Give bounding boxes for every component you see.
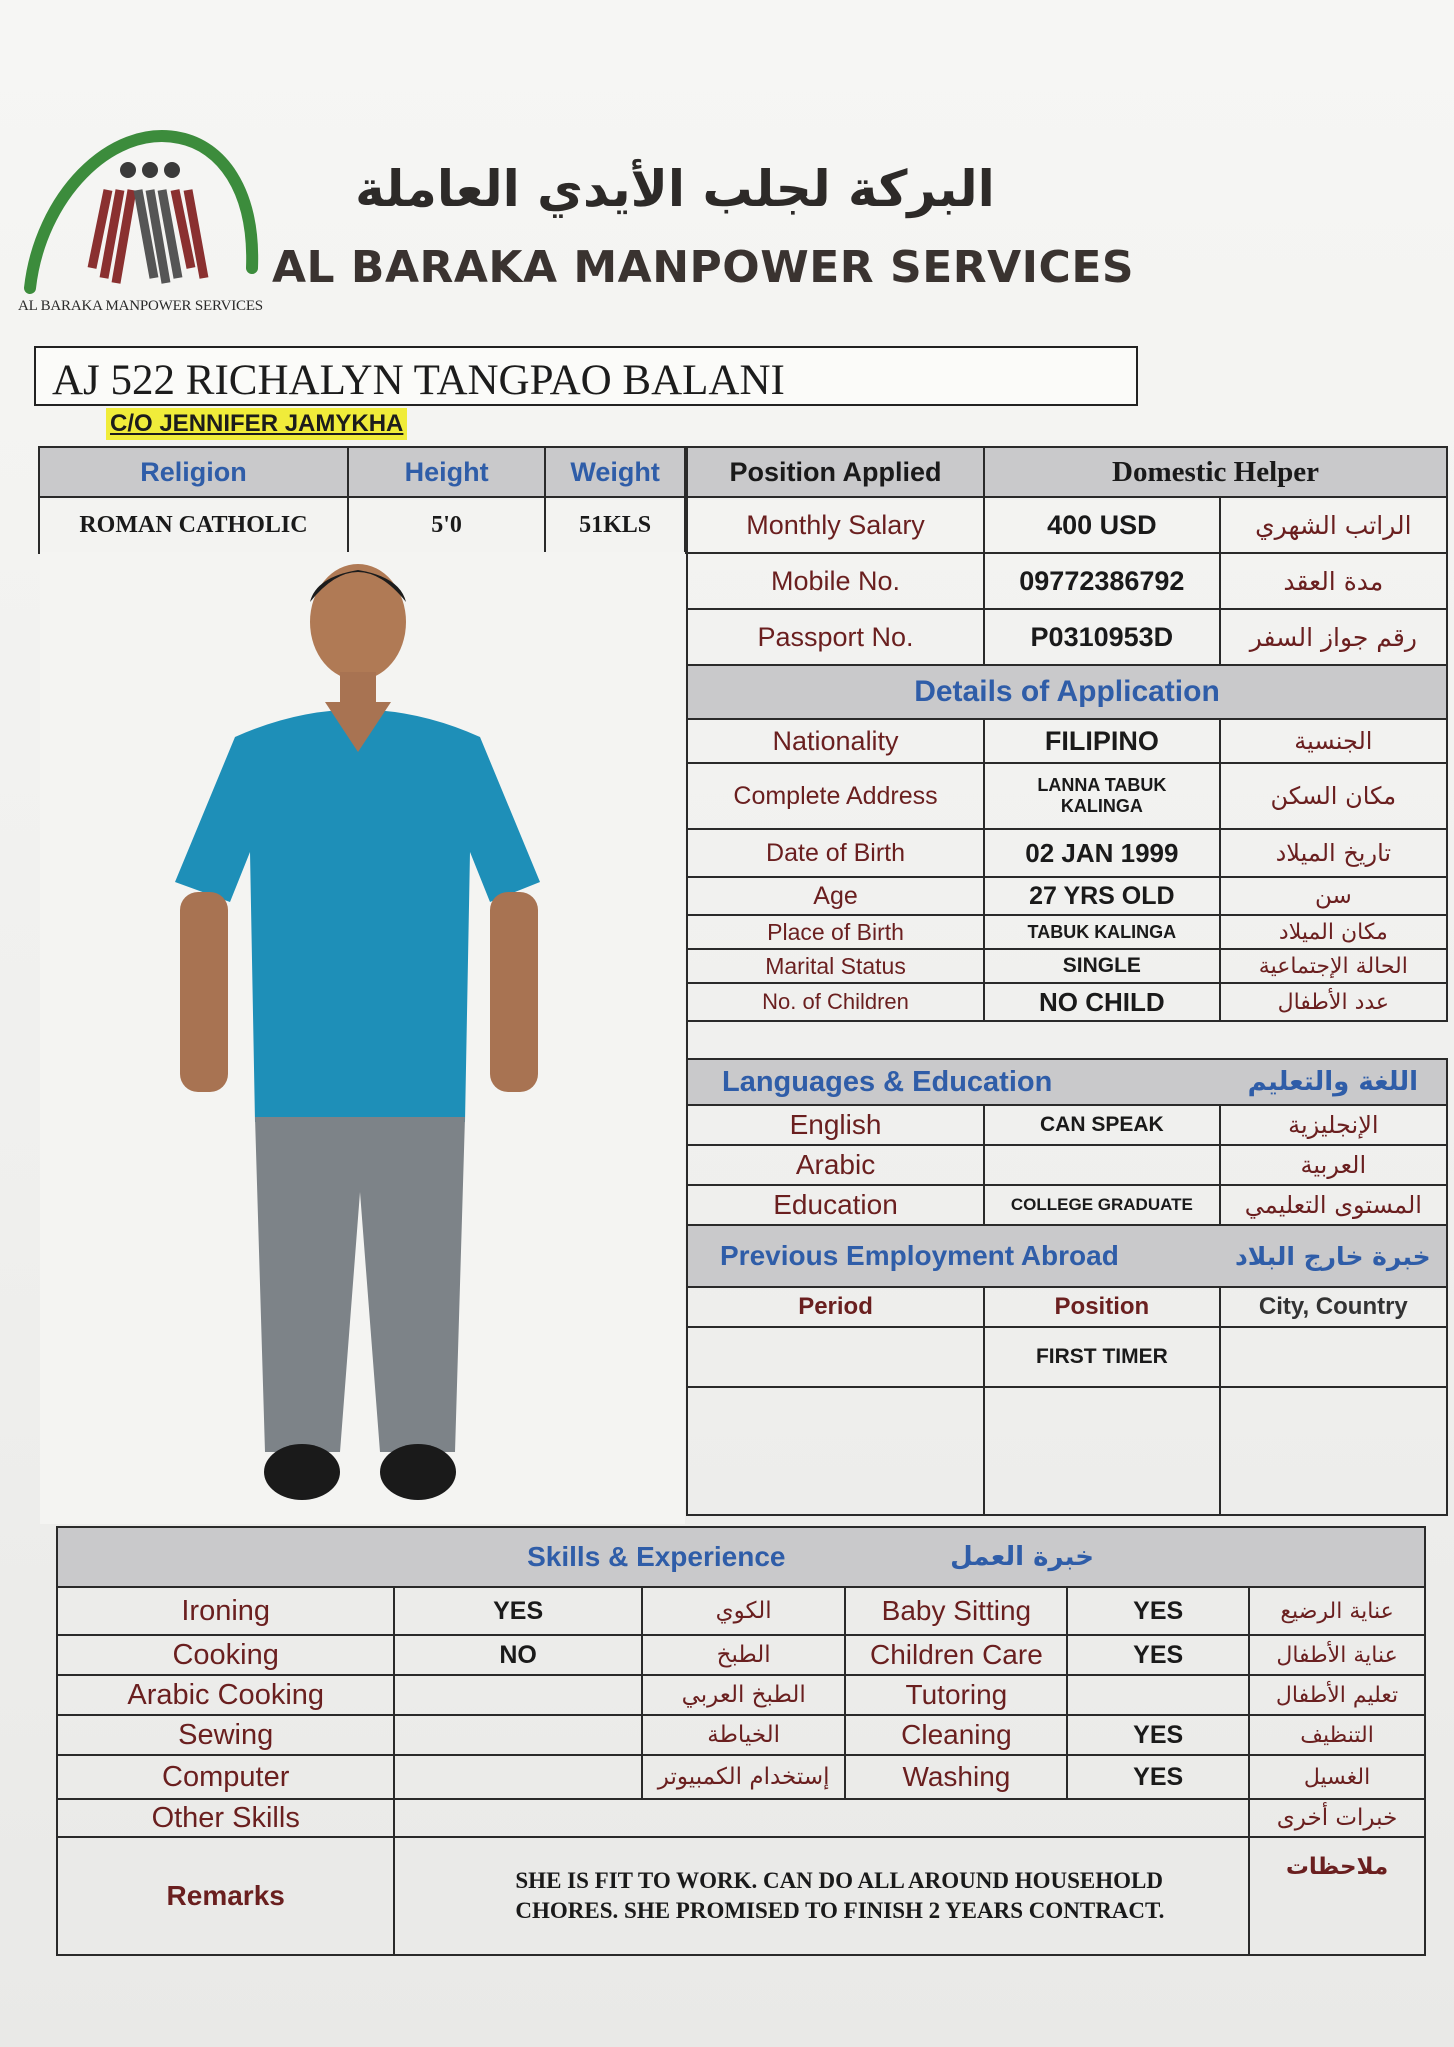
basic-info-table (38, 446, 686, 554)
skill-cooking-arabic: الطبخ (642, 1635, 846, 1675)
position-applied-header: Position Applied (687, 447, 984, 497)
empty-period-cell (687, 1387, 984, 1515)
arabic-label: Arabic (687, 1145, 984, 1185)
skill-babysitting-value: YES (1067, 1587, 1249, 1635)
company-name-english: AL BARAKA MANPOWER SERVICES (272, 242, 1135, 293)
marital-label: Marital Status (687, 949, 984, 983)
skill-computer-label: Computer (57, 1755, 394, 1799)
logo-caption: AL BARAKA MANPOWER SERVICES (18, 298, 263, 314)
dob-arabic: تاريخ الميلاد (1220, 829, 1447, 877)
applicant-photo (40, 552, 685, 1524)
skill-cleaning-arabic: التنظيف (1249, 1715, 1425, 1755)
other-skills-value (394, 1799, 1249, 1837)
company-name-arabic: البركة لجلب الأيدي العاملة (355, 160, 995, 218)
mobile-arabic: مدة العقد (1220, 553, 1447, 609)
skill-childcare-arabic: عناية الأطفال (1249, 1635, 1425, 1675)
skill-cleaning-value: YES (1067, 1715, 1249, 1755)
children-value: NO CHILD (984, 983, 1220, 1021)
nationality-arabic: الجنسية (1220, 719, 1447, 763)
skill-tutoring-label: Tutoring (845, 1675, 1067, 1715)
skill-ironing-label: Ironing (57, 1587, 394, 1635)
skills-title: Skills & Experience (57, 1527, 845, 1587)
passport-value: P0310953D (984, 609, 1220, 665)
education-value: COLLEGE GRADUATE (984, 1185, 1220, 1225)
mobile-value: 09772386792 (984, 553, 1220, 609)
emp-position-cell: FIRST TIMER (984, 1327, 1220, 1387)
arabic-value (984, 1145, 1220, 1185)
languages-title-arabic: اللغة والتعليم (1220, 1059, 1447, 1105)
skill-ironing-arabic: الكوي (642, 1587, 846, 1635)
skills-table (56, 1526, 1426, 1956)
height-value: 5'0 (348, 497, 545, 553)
skill-computer-arabic: إستخدام الكمبيوتر (642, 1755, 846, 1799)
english-arabic: الإنجليزية (1220, 1105, 1447, 1145)
empty-city-cell (1220, 1387, 1447, 1515)
religion-header: Religion (39, 447, 348, 497)
skill-ironing-value: YES (394, 1587, 641, 1635)
pob-label: Place of Birth (687, 915, 984, 949)
skills-title-arabic: خبرة العمل (845, 1527, 1425, 1587)
english-value: CAN SPEAK (984, 1105, 1220, 1145)
skill-sewing-value (394, 1715, 641, 1755)
skill-sewing-arabic: الخياطة (642, 1715, 846, 1755)
employment-title: Previous Employment Abroad (687, 1225, 1220, 1287)
education-arabic: المستوى التعليمي (1220, 1185, 1447, 1225)
spacer-row (687, 1021, 1447, 1059)
position-applied-value: Domestic Helper (984, 447, 1447, 497)
weight-value: 51KLS (545, 497, 685, 553)
dob-value: 02 JAN 1999 (984, 829, 1220, 877)
religion-value: ROMAN CATHOLIC (39, 497, 348, 553)
skill-arabiccooking-label: Arabic Cooking (57, 1675, 394, 1715)
english-label: English (687, 1105, 984, 1145)
weight-header: Weight (545, 447, 685, 497)
arabic-arabic: العربية (1220, 1145, 1447, 1185)
pob-arabic: مكان الميلاد (1220, 915, 1447, 949)
children-label: No. of Children (687, 983, 984, 1021)
address-value: LANNA TABUK KALINGA (984, 763, 1220, 829)
skill-arabiccooking-value (394, 1675, 641, 1715)
children-arabic: عدد الأطفال (1220, 983, 1447, 1021)
skill-computer-value (394, 1755, 641, 1799)
age-label: Age (687, 877, 984, 915)
passport-arabic: رقم جواز السفر (1220, 609, 1447, 665)
age-value: 27 YRS OLD (984, 877, 1220, 915)
skill-cooking-label: Cooking (57, 1635, 394, 1675)
languages-title: Languages & Education (687, 1059, 1220, 1105)
monthly-salary-label: Monthly Salary (687, 497, 984, 553)
remarks-arabic: ملاحظات (1249, 1837, 1425, 1955)
nationality-value: FILIPINO (984, 719, 1220, 763)
marital-value: SINGLE (984, 949, 1220, 983)
address-arabic: مكان السكن (1220, 763, 1447, 829)
applicant-name-box (34, 346, 1138, 406)
monthly-salary-arabic: الراتب الشهري (1220, 497, 1447, 553)
skill-childcare-value: YES (1067, 1635, 1249, 1675)
details-title: Details of Application (687, 665, 1447, 719)
skill-cleaning-label: Cleaning (845, 1715, 1067, 1755)
period-header: Period (687, 1287, 984, 1327)
dob-label: Date of Birth (687, 829, 984, 877)
pob-value: TABUK KALINGA (984, 915, 1220, 949)
empty-position-cell (984, 1387, 1220, 1515)
applicant-name: AJ 522 RICHALYN TANGPAO BALANI (52, 357, 785, 404)
emp-position-header: Position (984, 1287, 1220, 1327)
other-skills-label: Other Skills (57, 1799, 394, 1837)
skill-washing-arabic: الغسيل (1249, 1755, 1425, 1799)
skill-babysitting-label: Baby Sitting (845, 1587, 1067, 1635)
skill-sewing-label: Sewing (57, 1715, 394, 1755)
period-cell (687, 1327, 984, 1387)
height-header: Height (348, 447, 545, 497)
remarks-label: Remarks (57, 1837, 394, 1955)
skill-washing-value: YES (1067, 1755, 1249, 1799)
remarks-text: SHE IS FIT TO WORK. CAN DO ALL AROUND HOUSEHOLD CHORES. SHE PROMISED TO FINISH 2 YEARS CONTRACT. (394, 1837, 1249, 1955)
city-country-cell (1220, 1327, 1447, 1387)
skill-tutoring-value (1067, 1675, 1249, 1715)
skill-babysitting-arabic: عناية الرضيع (1249, 1587, 1425, 1635)
other-skills-arabic: خبرات أخرى (1249, 1799, 1425, 1837)
mobile-label: Mobile No. (687, 553, 984, 609)
skill-childcare-label: Children Care (845, 1635, 1067, 1675)
person-figure (40, 552, 685, 1524)
city-country-header: City, Country (1220, 1287, 1447, 1327)
nationality-label: Nationality (687, 719, 984, 763)
skill-tutoring-arabic: تعليم الأطفال (1249, 1675, 1425, 1715)
age-arabic: سن (1220, 877, 1447, 915)
contract-table (686, 446, 1448, 1516)
care-of-label: C/O JENNIFER JAMYKHA (106, 408, 407, 440)
monthly-salary-value: 400 USD (984, 497, 1220, 553)
passport-label: Passport No. (687, 609, 984, 665)
skill-washing-label: Washing (845, 1755, 1067, 1799)
skill-cooking-value: NO (394, 1635, 641, 1675)
education-label: Education (687, 1185, 984, 1225)
address-label: Complete Address (687, 763, 984, 829)
skill-arabiccooking-arabic: الطبخ العربي (642, 1675, 846, 1715)
company-logo (20, 118, 260, 298)
employment-title-arabic: خبرة خارج البلاد (1220, 1225, 1447, 1287)
marital-arabic: الحالة الإجتماعية (1220, 949, 1447, 983)
